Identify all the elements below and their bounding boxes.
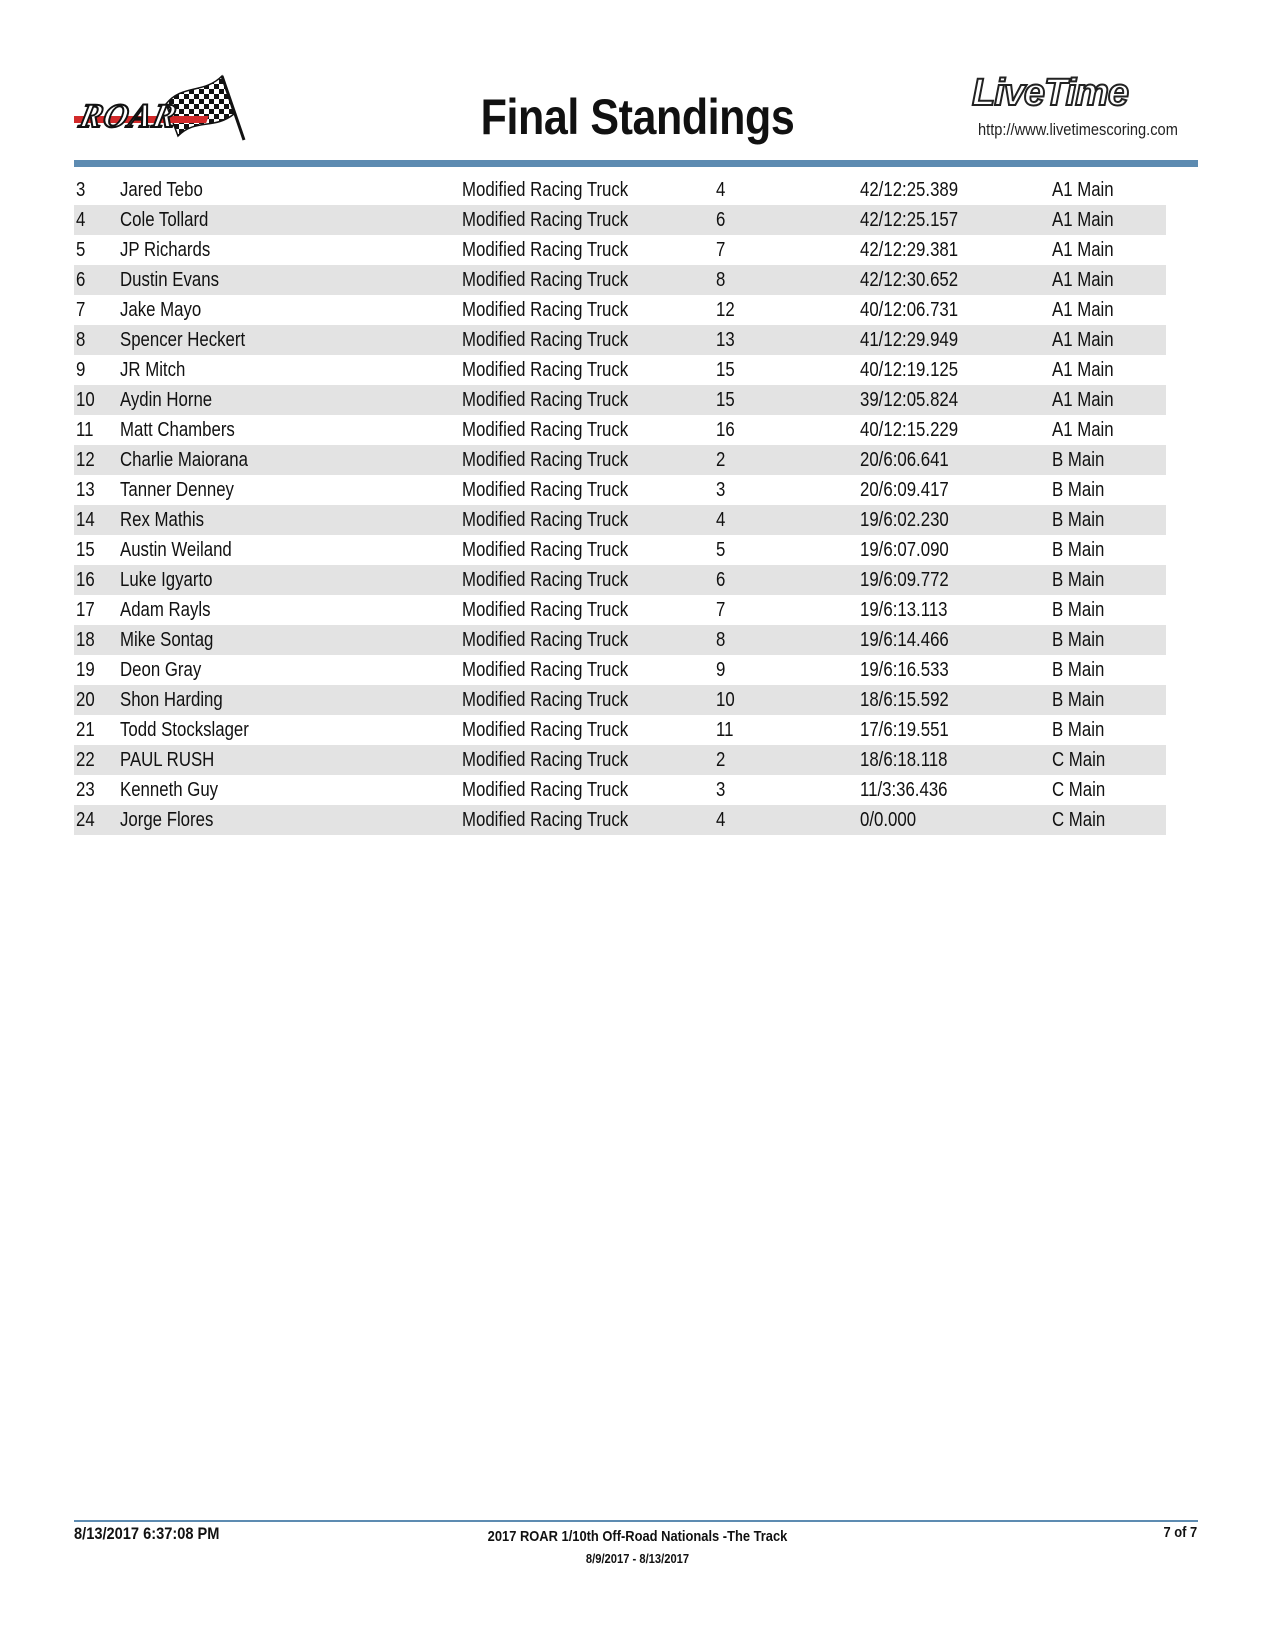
main-event-cell: C Main xyxy=(1052,779,1106,801)
qualifying-position-cell: 2 xyxy=(716,449,726,471)
driver-name-cell: Dustin Evans xyxy=(120,269,219,291)
laps-time-cell: 0/0.000 xyxy=(860,809,917,831)
event-date-range: 8/9/2017 - 8/13/2017 xyxy=(585,1551,690,1566)
laps-time-cell: 40/12:15.229 xyxy=(860,419,959,441)
driver-name-cell: Kenneth Guy xyxy=(120,779,219,801)
table-row xyxy=(74,385,1166,415)
driver-name-cell: Tanner Denney xyxy=(120,479,234,501)
position-cell: 23 xyxy=(76,779,95,801)
table-row xyxy=(74,505,1166,535)
table-row xyxy=(74,565,1166,595)
driver-name-cell: Charlie Maiorana xyxy=(120,449,248,471)
position-cell: 14 xyxy=(76,509,95,531)
qualifying-position-cell: 9 xyxy=(716,659,726,681)
qualifying-position-cell: 16 xyxy=(716,419,735,441)
driver-name-cell: Todd Stockslager xyxy=(120,719,249,741)
livetime-logo-text: LiveTime xyxy=(972,72,1129,114)
driver-name-cell: Jake Mayo xyxy=(120,299,202,321)
driver-name-cell: PAUL RUSH xyxy=(120,749,215,771)
header-divider xyxy=(74,160,1198,167)
position-cell: 20 xyxy=(76,689,95,711)
position-cell: 22 xyxy=(76,749,95,771)
driver-name-cell: Austin Weiland xyxy=(120,539,232,561)
qualifying-position-cell: 15 xyxy=(716,389,735,411)
main-event-cell: B Main xyxy=(1052,659,1105,681)
qualifying-position-cell: 12 xyxy=(716,299,735,321)
table-row xyxy=(74,625,1166,655)
driver-name-cell: Matt Chambers xyxy=(120,419,235,441)
driver-name-cell: Aydin Horne xyxy=(120,389,213,411)
main-event-cell: A1 Main xyxy=(1052,389,1114,411)
driver-name-cell: Rex Mathis xyxy=(120,509,205,531)
class-cell: Modified Racing Truck xyxy=(462,179,629,201)
position-cell: 8 xyxy=(76,329,86,351)
laps-time-cell: 19/6:16.533 xyxy=(860,659,949,681)
laps-time-cell: 18/6:18.118 xyxy=(860,749,948,771)
class-cell: Modified Racing Truck xyxy=(462,479,629,501)
laps-time-cell: 18/6:15.592 xyxy=(860,689,949,711)
qualifying-position-cell: 5 xyxy=(716,539,726,561)
table-row xyxy=(74,715,1166,745)
main-event-cell: C Main xyxy=(1052,749,1106,771)
main-event-cell: A1 Main xyxy=(1052,269,1114,291)
position-cell: 18 xyxy=(76,629,95,651)
class-cell: Modified Racing Truck xyxy=(462,209,629,231)
laps-time-cell: 19/6:07.090 xyxy=(860,539,949,561)
main-event-cell: B Main xyxy=(1052,629,1105,651)
laps-time-cell: 19/6:14.466 xyxy=(860,629,949,651)
class-cell: Modified Racing Truck xyxy=(462,389,629,411)
main-event-cell: B Main xyxy=(1052,689,1105,711)
qualifying-position-cell: 4 xyxy=(716,509,726,531)
driver-name-cell: Spencer Heckert xyxy=(120,329,246,351)
table-row xyxy=(74,535,1166,565)
laps-time-cell: 20/6:06.641 xyxy=(860,449,949,471)
position-cell: 5 xyxy=(76,239,86,261)
main-event-cell: B Main xyxy=(1052,449,1105,471)
laps-time-cell: 19/6:13.113 xyxy=(860,599,948,621)
laps-time-cell: 17/6:19.551 xyxy=(860,719,949,741)
table-row xyxy=(74,205,1166,235)
position-cell: 3 xyxy=(76,179,86,201)
table-row xyxy=(74,235,1166,265)
position-cell: 4 xyxy=(76,209,86,231)
class-cell: Modified Racing Truck xyxy=(462,809,629,831)
position-cell: 16 xyxy=(76,569,95,591)
driver-name-cell: Adam Rayls xyxy=(120,599,211,621)
qualifying-position-cell: 4 xyxy=(716,809,726,831)
laps-time-cell: 19/6:09.772 xyxy=(860,569,949,591)
class-cell: Modified Racing Truck xyxy=(462,509,629,531)
main-event-cell: A1 Main xyxy=(1052,179,1114,201)
position-cell: 15 xyxy=(76,539,95,561)
main-event-cell: B Main xyxy=(1052,539,1105,561)
position-cell: 7 xyxy=(76,299,86,321)
class-cell: Modified Racing Truck xyxy=(462,329,629,351)
table-row xyxy=(74,595,1166,625)
driver-name-cell: JP Richards xyxy=(120,239,211,261)
qualifying-position-cell: 3 xyxy=(716,479,726,501)
laps-time-cell: 39/12:05.824 xyxy=(860,389,959,411)
driver-name-cell: Jared Tebo xyxy=(120,179,203,201)
main-event-cell: A1 Main xyxy=(1052,359,1114,381)
class-cell: Modified Racing Truck xyxy=(462,779,629,801)
main-event-cell: B Main xyxy=(1052,719,1105,741)
laps-time-cell: 42/12:25.157 xyxy=(860,209,959,231)
qualifying-position-cell: 7 xyxy=(716,239,726,261)
driver-name-cell: Shon Harding xyxy=(120,689,223,711)
laps-time-cell: 42/12:30.652 xyxy=(860,269,959,291)
position-cell: 13 xyxy=(76,479,95,501)
qualifying-position-cell: 4 xyxy=(716,179,726,201)
qualifying-position-cell: 10 xyxy=(716,689,735,711)
qualifying-position-cell: 8 xyxy=(716,629,726,651)
livetime-logo xyxy=(972,72,1197,116)
livetime-url[interactable]: http://www.livetimescoring.com xyxy=(978,120,1178,139)
table-row xyxy=(74,355,1166,385)
qualifying-position-cell: 6 xyxy=(716,209,726,231)
main-event-cell: B Main xyxy=(1052,479,1105,501)
table-row xyxy=(74,775,1166,805)
main-event-cell: B Main xyxy=(1052,509,1105,531)
qualifying-position-cell: 7 xyxy=(716,599,726,621)
main-event-cell: A1 Main xyxy=(1052,209,1114,231)
table-row xyxy=(74,265,1166,295)
main-event-cell: A1 Main xyxy=(1052,419,1114,441)
page-title: Final Standings xyxy=(480,89,795,145)
position-cell: 10 xyxy=(76,389,95,411)
driver-name-cell: Cole Tollard xyxy=(120,209,209,231)
position-cell: 12 xyxy=(76,449,95,471)
class-cell: Modified Racing Truck xyxy=(462,629,629,651)
laps-time-cell: 40/12:19.125 xyxy=(860,359,959,381)
position-cell: 21 xyxy=(76,719,95,741)
main-event-cell: A1 Main xyxy=(1052,299,1114,321)
driver-name-cell: Mike Sontag xyxy=(120,629,214,651)
class-cell: Modified Racing Truck xyxy=(462,299,629,321)
main-event-cell: A1 Main xyxy=(1052,239,1114,261)
class-cell: Modified Racing Truck xyxy=(462,269,629,291)
class-cell: Modified Racing Truck xyxy=(462,599,629,621)
class-cell: Modified Racing Truck xyxy=(462,419,629,441)
position-cell: 17 xyxy=(76,599,95,621)
main-event-cell: B Main xyxy=(1052,599,1105,621)
class-cell: Modified Racing Truck xyxy=(462,659,629,681)
table-row xyxy=(74,415,1166,445)
laps-time-cell: 19/6:02.230 xyxy=(860,509,949,531)
qualifying-position-cell: 2 xyxy=(716,749,726,771)
footer-divider xyxy=(74,1520,1198,1522)
qualifying-position-cell: 13 xyxy=(716,329,735,351)
laps-time-cell: 42/12:29.381 xyxy=(860,239,959,261)
laps-time-cell: 42/12:25.389 xyxy=(860,179,959,201)
position-cell: 24 xyxy=(76,809,95,831)
class-cell: Modified Racing Truck xyxy=(462,749,629,771)
class-cell: Modified Racing Truck xyxy=(462,689,629,711)
driver-name-cell: JR Mitch xyxy=(120,359,186,381)
laps-time-cell: 40/12:06.731 xyxy=(860,299,959,321)
class-cell: Modified Racing Truck xyxy=(462,539,629,561)
qualifying-position-cell: 6 xyxy=(716,569,726,591)
class-cell: Modified Racing Truck xyxy=(462,719,629,741)
main-event-cell: B Main xyxy=(1052,569,1105,591)
table-row xyxy=(74,445,1166,475)
table-row xyxy=(74,655,1166,685)
print-timestamp: 8/13/2017 6:37:08 PM xyxy=(74,1524,220,1543)
driver-name-cell: Jorge Flores xyxy=(120,809,214,831)
position-cell: 19 xyxy=(76,659,95,681)
position-cell: 6 xyxy=(76,269,86,291)
table-row xyxy=(74,175,1166,205)
qualifying-position-cell: 15 xyxy=(716,359,735,381)
table-row xyxy=(74,295,1166,325)
qualifying-position-cell: 8 xyxy=(716,269,726,291)
position-cell: 11 xyxy=(76,419,94,441)
class-cell: Modified Racing Truck xyxy=(462,359,629,381)
class-cell: Modified Racing Truck xyxy=(462,239,629,261)
qualifying-position-cell: 11 xyxy=(716,719,734,741)
event-name: 2017 ROAR 1/10th Off-Road Nationals -The Track xyxy=(487,1528,788,1545)
page-number: 7 of 7 xyxy=(1163,1524,1197,1541)
laps-time-cell: 20/6:09.417 xyxy=(860,479,949,501)
driver-name-cell: Deon Gray xyxy=(120,659,202,681)
table-row xyxy=(74,745,1166,775)
table-row xyxy=(74,685,1166,715)
main-event-cell: C Main xyxy=(1052,809,1106,831)
laps-time-cell: 41/12:29.949 xyxy=(860,329,959,351)
main-event-cell: A1 Main xyxy=(1052,329,1114,351)
table-row xyxy=(74,805,1166,835)
table-row xyxy=(74,475,1166,505)
class-cell: Modified Racing Truck xyxy=(462,449,629,471)
laps-time-cell: 11/3:36.436 xyxy=(860,779,948,801)
driver-name-cell: Luke Igyarto xyxy=(120,569,213,591)
table-row xyxy=(74,325,1166,355)
standings-table xyxy=(74,175,1166,835)
class-cell: Modified Racing Truck xyxy=(462,569,629,591)
report-header xyxy=(0,0,1275,170)
position-cell: 9 xyxy=(76,359,86,381)
roar-logo-text: ROAR xyxy=(76,98,181,135)
qualifying-position-cell: 3 xyxy=(716,779,726,801)
